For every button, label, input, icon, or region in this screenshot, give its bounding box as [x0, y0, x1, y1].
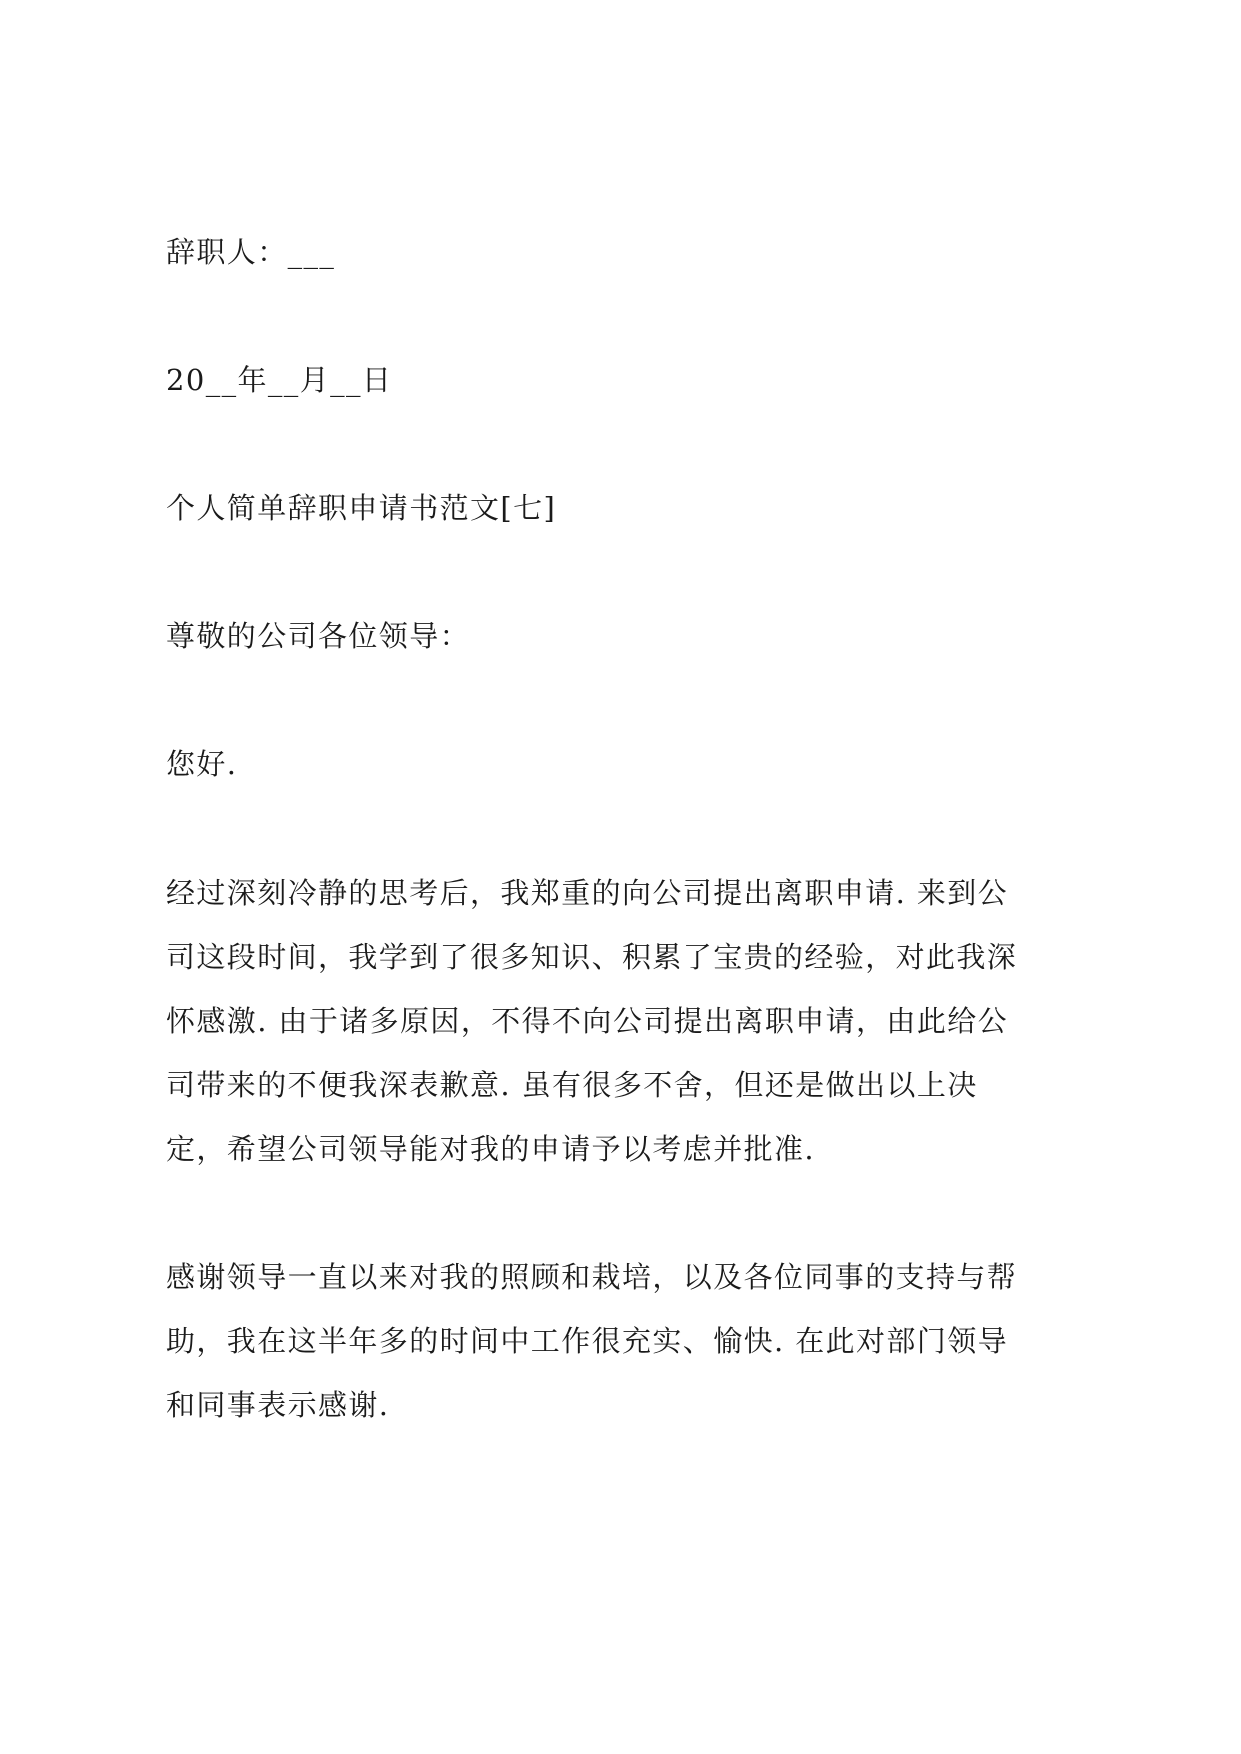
paragraph-line: 司带来的不便我深表歉意. 虽有很多不舍，但还是做出以上决	[166, 1068, 978, 1102]
paragraph-line: 司这段时间，我学到了很多知识、积累了宝贵的经验，对此我深	[166, 940, 1018, 974]
section-heading: 个人简单辞职申请书范文[七]	[166, 491, 557, 525]
paragraph-line: 定，希望公司领导能对我的申请予以考虑并批准.	[166, 1132, 816, 1166]
paragraph-line: 感谢领导一直以来对我的照顾和栽培，以及各位同事的支持与帮	[166, 1260, 1018, 1294]
resigner-line: 辞职人：___	[166, 235, 336, 269]
paragraph-line: 和同事表示感谢.	[166, 1388, 390, 1422]
greeting: 您好.	[166, 747, 238, 781]
date-line: 20__年__月__日	[166, 363, 393, 397]
paragraph-thanks	[166, 1245, 1096, 1437]
paragraph-resignation	[166, 861, 1096, 1181]
salutation: 尊敬的公司各位领导：	[166, 619, 471, 653]
paragraph-line: 助，我在这半年多的时间中工作很充实、愉快. 在此对部门领导	[166, 1324, 1009, 1358]
paragraph-line: 怀感激. 由于诸多原因，不得不向公司提出离职申请，由此给公	[166, 1004, 1009, 1038]
paragraph-line: 经过深刻冷静的思考后，我郑重的向公司提出离职申请. 来到公	[166, 876, 1009, 910]
